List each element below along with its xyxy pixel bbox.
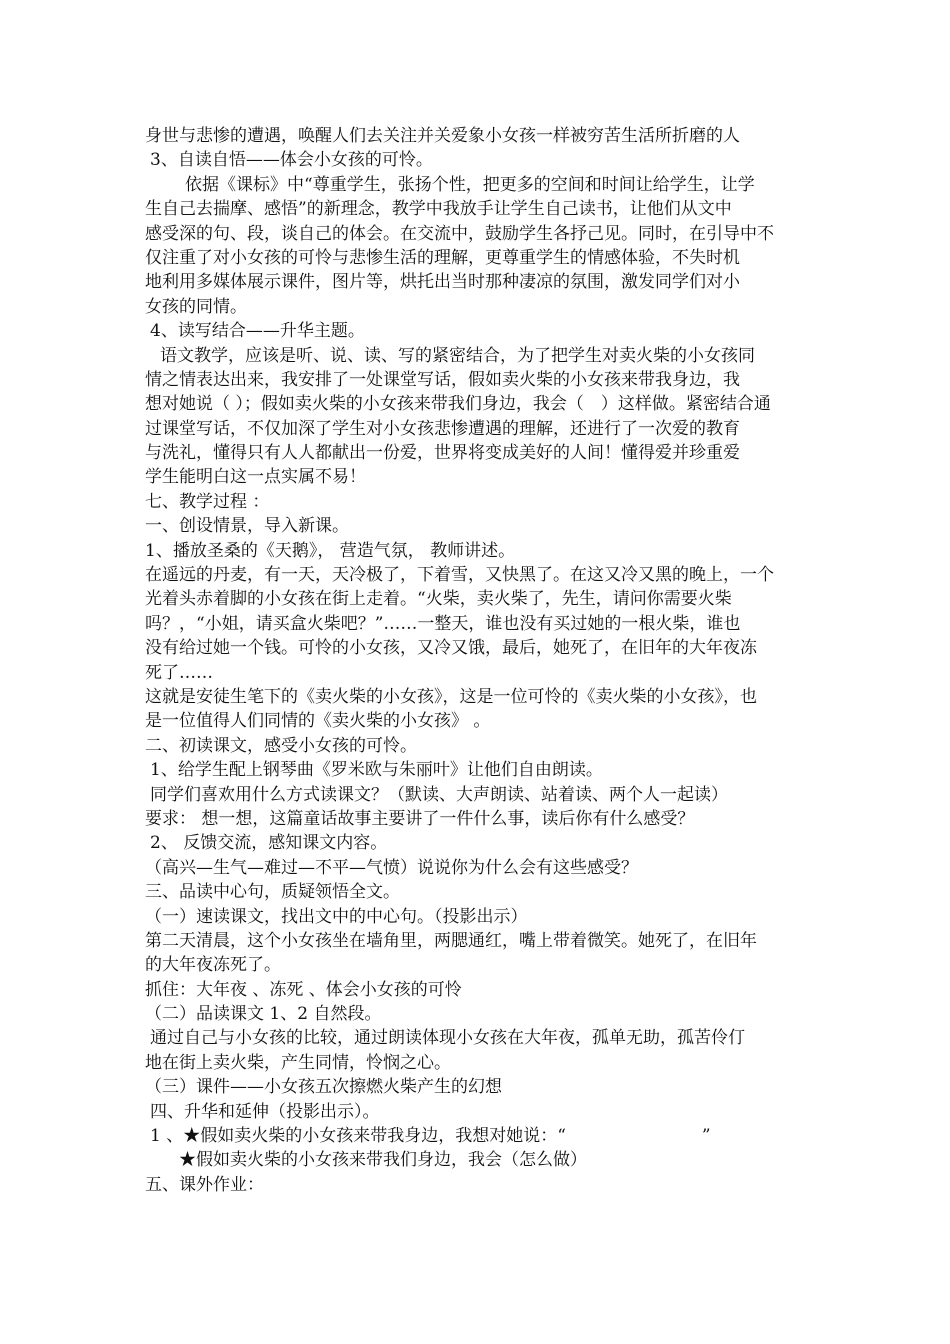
text-line: 想对她说（ ）；假如卖火柴的小女孩来带我们身边，我会（ ）这样做。紧密结合通 [145, 394, 771, 415]
text-line: 地在街上卖火柴，产生同情，怜悯之心。 [145, 1052, 451, 1073]
text-line: 2、 反馈交流，感知课文内容。 [150, 833, 388, 854]
text-line: （一）速读课文，找出文中的中心句。（投影出示） [145, 906, 528, 927]
text-line: 抓住：大年夜 、冻死 、体会小女孩的可怜 [145, 979, 462, 1000]
text-line: 感受深的句、段，谈自己的体会。在交流中，鼓励学生各抒己见。同时，在引导中不 [145, 223, 774, 244]
text-line: 要求： 想一想，这篇童话故事主要讲了一件什么事，读后你有什么感受？ [145, 808, 695, 829]
text-line: 学生能明白这一点实属不易！ [145, 467, 366, 488]
text-line: 女孩的同情。 [145, 296, 247, 317]
text-line: 1、播放圣桑的《天鹅》， 营造气氛， 教师讲述。 [145, 540, 516, 561]
text-line: 地利用多媒体展示课件，图片等，烘托出当时那种凄凉的氛围，激发同学们对小 [145, 272, 740, 293]
text-line: （二）品读课文 1、2 自然段。 [145, 1004, 382, 1025]
list-heading: 3、自读自悟——体会小女孩的可怜。 [150, 150, 433, 171]
text-line: 在遥远的丹麦，有一天，天冷极了，下着雪，又快黑了。在这又冷又黑的晚上，一个 [145, 565, 774, 586]
text-line: 生自己去揣摩、感悟”的新理念，教学中我放手让学生自己读书，让他们从文中 [145, 199, 732, 220]
text-line: 1 、★假如卖火柴的小女孩来带我身边，我想对她说：“ ” [150, 1126, 711, 1147]
text-line: （高兴—生气—难过—不平—气愤）说说你为什么会有这些感受？ [145, 857, 638, 878]
text-line: 光着头赤着脚的小女孩在街上走着。“火柴，卖火柴了，先生，请问你需要火柴 [145, 589, 732, 610]
document-body [145, 124, 813, 1197]
section-heading: 七、教学过程 ： [145, 491, 270, 512]
text-line: 通过自己与小女孩的比较，通过朗读体现小女孩在大年夜，孤单无助，孤苦伶仃 [150, 1028, 745, 1049]
text-line: 身世与悲惨的遭遇，唤醒人们去关注并关爱象小女孩一样被穷苦生活所折磨的人 [145, 126, 740, 146]
section-heading: 四、升华和延伸（投影出示）。 [150, 1101, 380, 1122]
text-line: 是一位值得人们同情的《卖火柴的小女孩》 。 [145, 711, 491, 732]
text-line: 语文教学，应该是听、说、读、写的紧密结合，为了把学生对卖火柴的小女孩同 [160, 345, 755, 366]
text-line: 这就是安徒生笔下的《卖火柴的小女孩》，这是一位可怜的《卖火柴的小女孩》，也 [145, 686, 757, 707]
text-line: ★假如卖火柴的小女孩来带我们身边，我会（怎么做） [179, 1150, 587, 1171]
text-line: 第二天清晨，这个小女孩坐在墙角里，两腮通红，嘴上带着微笑。她死了，在旧年 [145, 930, 757, 951]
text-line: 没有给过她一个钱。可怜的小女孩，又冷又饿，最后，她死了，在旧年的大年夜冻 [145, 638, 757, 659]
text-line: （三）课件——小女孩五次擦燃火柴产生的幻想 [145, 1077, 502, 1098]
text-line: 吗？，“小姐，请买盒火柴吧？”……一整天，谁也没有买过她的一根火柴，谁也 [145, 613, 741, 634]
section-heading: 一、创设情景，导入新课。 [145, 516, 349, 537]
text-line: 的大年夜冻死了。 [145, 955, 281, 976]
text-line: 过课堂写话，不仅加深了学生对小女孩悲惨遭遇的理解，还进行了一次爱的教育 [145, 418, 740, 439]
section-heading: 五、课外作业： [145, 1174, 264, 1195]
text-line: 情之情表达出来，我安排了一处课堂写话，假如卖火柴的小女孩来带我身边，我 [145, 369, 740, 390]
list-heading: 4、读写结合——升华主题。 [150, 321, 365, 342]
text-line: 依据《课标》中“尊重学生，张扬个性，把更多的空间和时间让给学生，让学 [185, 174, 755, 195]
section-heading: 三、品读中心句，质疑领悟全文。 [145, 882, 400, 903]
text-line: 1、给学生配上钢琴曲《罗米欧与朱丽叶》让他们自由朗读。 [150, 760, 603, 781]
section-heading: 二、初读课文，感受小女孩的可怜。 [145, 735, 417, 756]
text-line: 死了…… [145, 662, 213, 683]
text-line: 与洗礼，懂得只有人人都献出一份爱，世界将变成美好的人间！懂得爱并珍重爱 [145, 443, 740, 464]
text-line: 仅注重了对小女孩的可怜与悲惨生活的理解，更尊重学生的情感体验，不失时机 [145, 247, 740, 268]
text-line: 同学们喜欢用什么方式读课文？（默读、大声朗读、站着读、两个人一起读） [150, 784, 728, 805]
